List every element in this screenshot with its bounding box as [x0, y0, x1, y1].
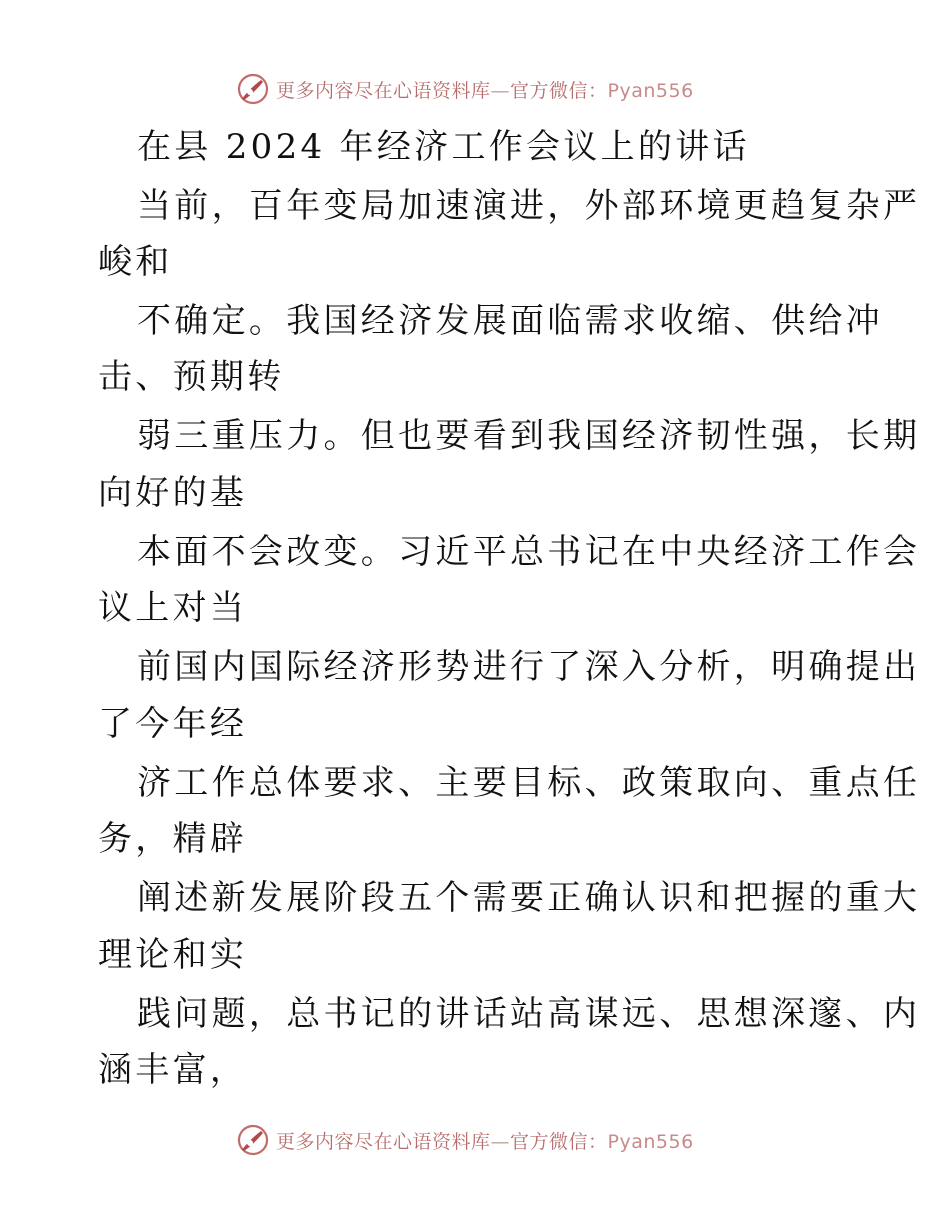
- paragraph-line: 向好的基: [98, 473, 248, 513]
- paragraph-line: 本面不会改变。习近平总书记在中央经济工作会: [137, 532, 921, 572]
- paragraph-line: 务，精辟: [98, 819, 248, 859]
- paragraph-line: 阐述新发展阶段五个需要正确认识和把握的重大: [137, 878, 921, 918]
- paragraph-line: 议上对当: [98, 588, 248, 628]
- paragraph-line: 济工作总体要求、主要目标、政策取向、重点任: [137, 763, 921, 803]
- document-title: 在县 2024 年经济工作会议上的讲话: [137, 127, 750, 167]
- paragraph-line: 当前，百年变局加速演进，外部环境更趋复杂严: [137, 186, 921, 226]
- paragraph-line: 了今年经: [98, 704, 248, 744]
- header-watermark: [236, 72, 694, 106]
- pen-logo-icon: [236, 1123, 270, 1157]
- paragraph-line: 理论和实: [98, 935, 248, 975]
- watermark-text: 更多内容尽在心语资料库—官方微信：Pyan556: [276, 79, 694, 102]
- paragraph-line: 前国内国际经济形势进行了深入分析，明确提出: [137, 647, 921, 687]
- paragraph-line: 峻和: [98, 242, 173, 282]
- watermark-text: 更多内容尽在心语资料库—官方微信：Pyan556: [276, 1130, 694, 1153]
- paragraph-line: 击、预期转: [98, 357, 285, 397]
- paragraph-line: 弱三重压力。但也要看到我国经济韧性强，长期: [137, 416, 921, 456]
- footer-watermark: [236, 1123, 694, 1157]
- paragraph-line: 践问题，总书记的讲话站高谋远、思想深邃、内: [137, 994, 921, 1034]
- paragraph-line: 不确定。我国经济发展面临需求收缩、供给冲: [137, 301, 883, 341]
- pen-logo-icon: [236, 72, 270, 106]
- paragraph-line: 涵丰富，: [98, 1050, 248, 1090]
